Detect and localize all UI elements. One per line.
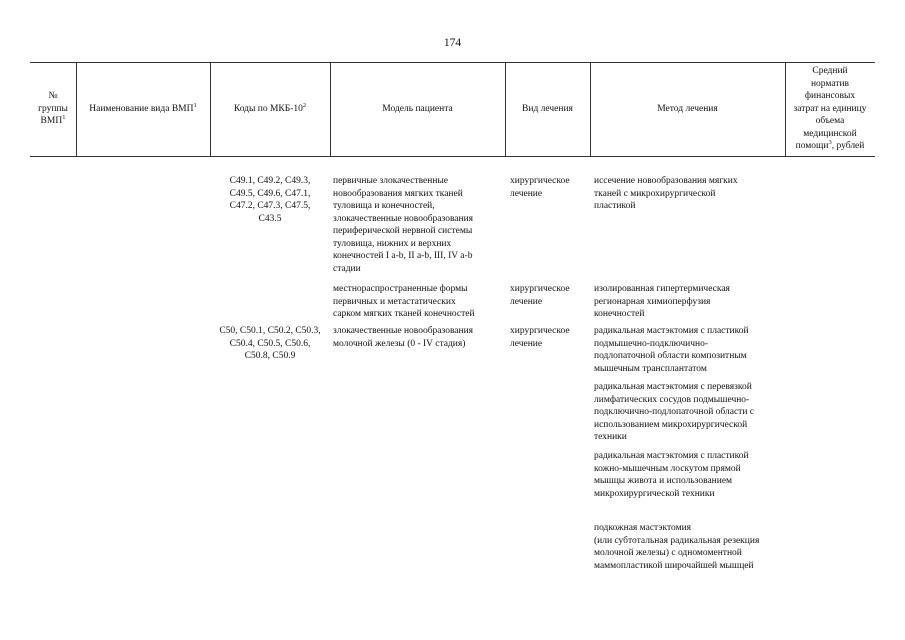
text-line: (или субтотальная радикальная резекция [594,535,760,546]
header-icd-codes: Коды по МКБ-$10^2$ [233,101,307,114]
text-line: первичных и метастатических [333,296,456,307]
text-line: C43.5 [258,213,282,224]
text-line: конечностей I a-b, II a-b, III, IV a-b [333,251,473,262]
header-treatment-type: Вид лечения [522,103,573,114]
text-line: C50.8, C50.9 [244,351,296,362]
icd-codes-cell [210,175,330,225]
header-line: № [48,91,58,102]
text-line: злокачественные новообразования [333,326,474,336]
text-line: C49.5, C49.6, C47.1, [229,188,311,199]
header-cost [785,62,875,156]
text-line: туловища и конечностей, [333,201,435,212]
treatment-type-cell [510,283,590,308]
text-line: стадии [333,263,361,274]
text-line: подкожная мастэктомия [594,523,692,533]
header-patient-model: Модель пациента [382,103,453,114]
header-line: медицинской [803,128,857,139]
patient-model-cell [333,283,505,321]
text-line: подлопаточной области композитным [594,351,747,362]
text-line: кожно-мышечным лоскутом прямой [594,463,741,474]
patient-model-cell [333,175,505,275]
text-line: радикальная мастэктомия с пластикой [594,326,749,336]
treatment-method-cell [594,522,785,572]
text-line: лечение [510,188,543,199]
header-line: финансовых [804,91,856,102]
text-line: подключично-подлопаточной области с [594,407,755,418]
text-line: новообразования мягких тканей [333,188,463,199]
treatment-method-cell [594,450,785,500]
treatment-method-cell [594,283,785,321]
text-line: маммопластикой широчайшей мышцей [594,560,754,571]
text-line: лечение [510,296,543,307]
page-number: 174 [443,37,462,49]
header-line: затрат на единицу [793,103,867,114]
icd-codes-cell [210,325,330,363]
text-line: лимфатических сосудов подмышечно- [594,394,750,405]
footnote-mark: 1 [193,101,197,109]
header-bottom-rule [30,156,875,157]
text-line: конечностей [594,309,645,320]
text-line: местнораспространенные формы [333,284,468,294]
header-treatment-method: Метод лечения [657,103,718,114]
text-line: молочной железы (0 - IV стадия) [333,338,466,349]
text-line: хирургическое [510,284,570,294]
treatment-type-cell [510,175,590,200]
text-line: лечение [510,338,543,349]
text-line: микрохирургической техники [594,488,715,499]
text-line: иссечение новообразования мягких [594,176,738,186]
text-line: мышечным трансплантатом [594,363,707,374]
text-line: первичные злокачественные [333,176,449,186]
text-line: периферической нервной системы [333,226,473,237]
text-line: регионарная химиоперфузия [594,296,711,307]
footnote-mark: 3 [828,139,832,147]
text-line: подмышечно-подключично- [594,338,708,349]
text-line: молочной железы) с одномоментной [594,548,742,559]
header-line: помощи$^3$, рублей [795,139,865,152]
text-line: C50.4, C50.5, C50.6, [229,338,311,349]
text-line: тканей с микрохирургической [594,188,716,199]
text-line: мышцы живота и использованием [594,476,733,487]
text-line: радикальная мастэктомия с пластикой [594,451,749,461]
text-line: злокачественные новообразования [333,213,474,224]
footnote-mark: 2 [302,101,307,109]
header-line: Средний [812,66,848,77]
text-line: C49.1, C49.2, C49.3, [229,176,311,186]
text-line: хирургическое [510,176,570,186]
text-line: пластикой [594,201,636,212]
text-line: C50, C50.1, C50.2, C50.3, [219,326,321,336]
text-line: радикальная мастэктомия с перевязкой [594,382,752,392]
header-line: ВМП$^1$ [40,114,66,127]
header-group-no [30,62,76,156]
text-line: техники [594,432,627,443]
treatment-method-cell [594,325,785,375]
text-line: C47.2, C47.3, C47.5, [229,201,311,212]
header-line: объема [815,116,845,127]
text-line: хирургическое [510,326,570,336]
header-line: группы [38,103,68,114]
text-line: сарком мягких тканей конечностей [333,309,475,320]
footnote-mark: 1 [62,114,66,122]
header-line: норматив [810,78,850,89]
treatment-method-cell [594,381,785,444]
treatment-method-cell [594,175,785,213]
text-line: использованием микрохирургической [594,419,748,430]
text-line: туловища, нижних и верхних [333,238,452,249]
text-line: изолированная гипертермическая [594,284,730,294]
header-vmp-name: Наименование вида ВМП$^1$ [89,101,197,114]
treatment-type-cell [510,325,590,350]
patient-model-cell [333,325,505,350]
